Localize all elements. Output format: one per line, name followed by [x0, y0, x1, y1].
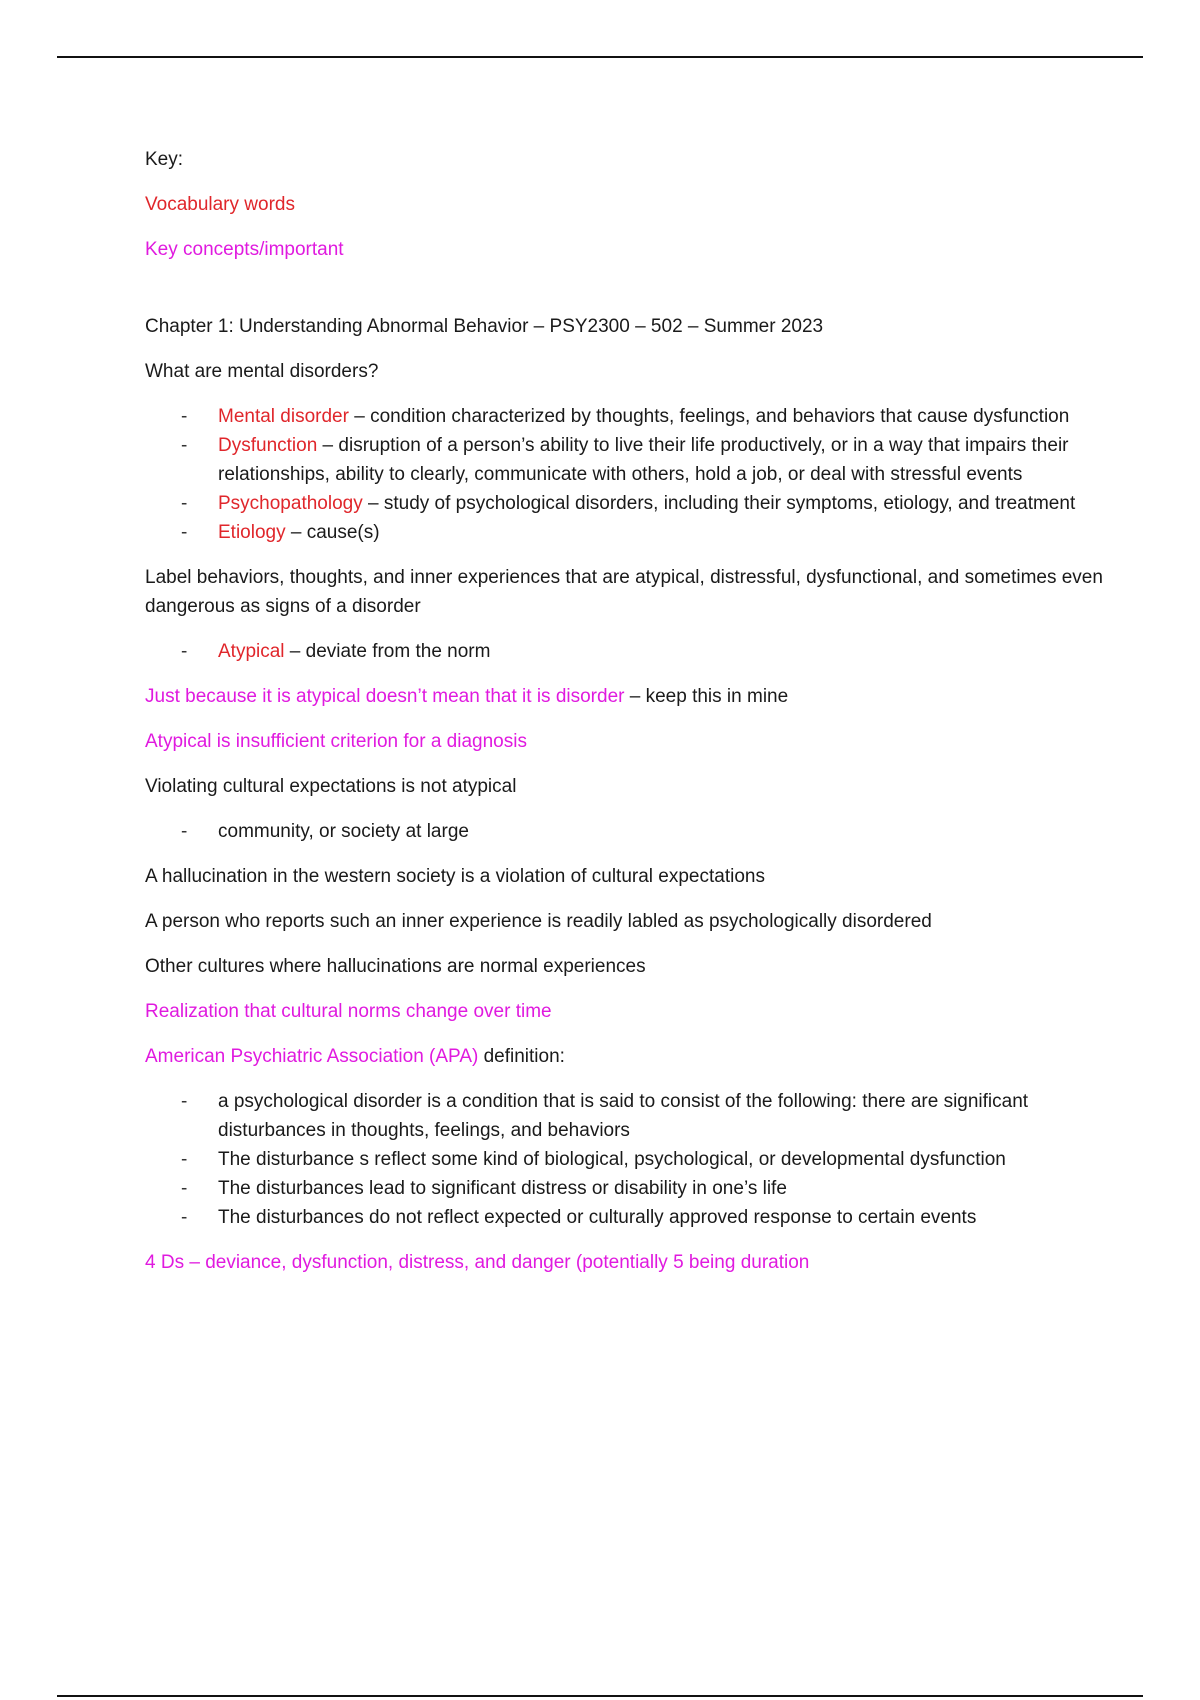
- atypical-list: [145, 637, 1105, 666]
- question-heading: What are mental disorders?: [145, 361, 379, 382]
- just-because-paragraph: [145, 682, 1105, 711]
- definition-text: – condition characterized by thoughts, feelings, and behaviors that cause dysfunction: [348, 406, 1070, 427]
- violating-paragraph: Violating cultural expectations is not atypical: [145, 776, 517, 797]
- list-item: [145, 637, 1105, 666]
- other-cultures-paragraph: Other cultures where hallucinations are normal experiences: [145, 956, 646, 977]
- list-item: - The disturbances do not reflect expected or culturally approved response to certain events: [145, 1203, 1105, 1232]
- list-item: [145, 402, 1105, 431]
- realization-paragraph: Realization that cultural norms change over time: [145, 1001, 552, 1022]
- insufficient-paragraph: Atypical is insufficient criterion for a diagnosis: [145, 731, 527, 752]
- definition-text: – cause(s): [285, 522, 380, 543]
- apa-paragraph: [145, 1042, 1105, 1071]
- label-behaviors-paragraph: Label behaviors, thoughts, and inner experiences that are atypical, distressful, dysfunctional, and sometimes even dangerous as signs of a disorder: [145, 567, 1103, 617]
- list-item: - The disturbances lead to significant distress or disability in one’s life: [145, 1174, 1105, 1203]
- list-item: [145, 489, 1105, 518]
- vocab-term: Psychopathology: [218, 493, 363, 514]
- list-item: - The disturbance s reflect some kind of biological, psychological, or developmental dysfunction: [145, 1145, 1105, 1174]
- note-text: – keep this in mine: [624, 686, 789, 707]
- vocab-term: Etiology: [218, 522, 286, 543]
- key-concepts-label: Key concepts/important: [145, 239, 344, 260]
- list-item: - community, or society at large: [145, 817, 1105, 846]
- list-item: [145, 518, 1105, 547]
- key-heading: Key:: [145, 149, 184, 170]
- vocab-term: Mental disorder: [218, 406, 349, 427]
- hallucination-paragraph: A hallucination in the western society is a violation of cultural expectations: [145, 866, 765, 887]
- key-vocab-label: Vocabulary words: [145, 194, 295, 215]
- header-rule: [57, 56, 1143, 58]
- footer-rule: [57, 1695, 1143, 1697]
- definition-text: – study of psychological disorders, including their symptoms, etiology, and treatment: [362, 493, 1076, 514]
- key-concept-text: American Psychiatric Association (APA): [145, 1046, 479, 1067]
- definitions-list: [145, 402, 1105, 547]
- vocab-term: Dysfunction: [218, 435, 318, 456]
- document-body: [145, 145, 1105, 1293]
- community-list: [145, 817, 1105, 846]
- apa-points-list: [145, 1087, 1105, 1232]
- list-item: [145, 431, 1105, 489]
- definition-text: – disruption of a person’s ability to live their life productively, or in a way that impairs their relationships, ability to clearly, communicate with others, hold a job, or deal with stressful events: [218, 435, 1069, 485]
- reports-paragraph: A person who reports such an inner experience is readily labled as psychologically disordered: [145, 911, 932, 932]
- definition-text: – deviate from the norm: [284, 641, 491, 662]
- key-concept-text: Just because it is atypical doesn’t mean that it is disorder: [145, 686, 625, 707]
- chapter-title: Chapter 1: Understanding Abnormal Behavior – PSY2300 – 502 – Summer 2023: [145, 316, 824, 337]
- list-item: - a psychological disorder is a condition that is said to consist of the following: there are significant disturbances in thoughts, feelings, and behaviors: [145, 1087, 1105, 1145]
- note-text: definition:: [478, 1046, 565, 1067]
- four-ds-paragraph: 4 Ds – deviance, dysfunction, distress, and danger (potentially 5 being duration: [145, 1252, 810, 1273]
- vocab-term: Atypical: [218, 641, 285, 662]
